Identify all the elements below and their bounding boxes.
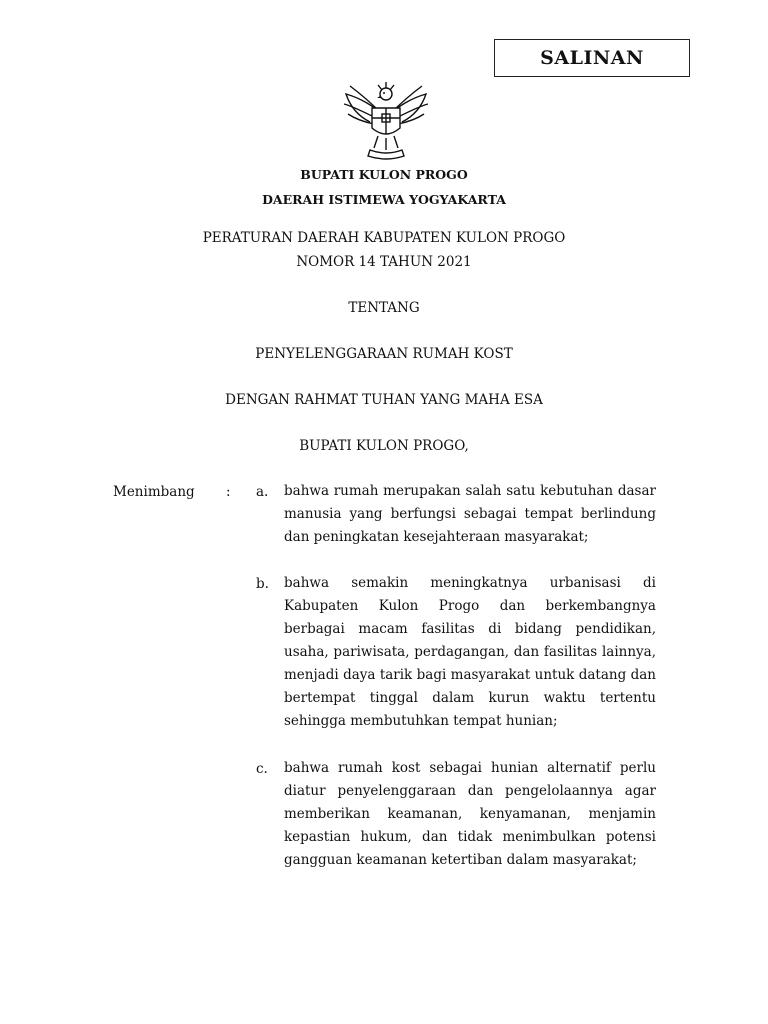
considering-item-letter: b.: [256, 576, 269, 592]
regulation-issuer: BUPATI KULON PROGO,: [299, 438, 469, 454]
considering-label: Menimbang: [113, 484, 195, 500]
garuda-emblem-icon: [340, 76, 432, 164]
considering-item-text: bahwa semakin meningkatnya urbanisasi di Kabupaten Kulon Progo dan berkembangnya berbagai macam fasilitas di bidang pendidikan, usaha, pariwisata, perdagangan, dan fasilitas lainnya, menjadi daya tarik bagi masyarakat untuk datang dan bertempat tinggal dalam kurun waktu tertentu sehingga membutuhkan tempat hunian;: [284, 575, 656, 729]
considering-item-text: bahwa rumah kost sebagai hunian alternatif perlu diatur penyelenggaraan dan pengelolaannya agar memberikan keamanan, kenyamanan, menjamin kepastian hukum, dan tidak menimbulkan potensi gangguan keamanan ketertiban dalam masyarakat;: [284, 760, 656, 868]
considering-colon: :: [226, 484, 231, 500]
header-line-1: BUPATI KULON PROGO: [300, 167, 468, 182]
regulation-blessing: DENGAN RAHMAT TUHAN YANG MAHA ESA: [225, 392, 543, 408]
regulation-about: TENTANG: [348, 300, 420, 316]
regulation-number: NOMOR 14 TAHUN 2021: [296, 254, 472, 270]
header-line-2: DAERAH ISTIMEWA YOGYAKARTA: [262, 192, 506, 207]
regulation-subject: PENYELENGGARAAN RUMAH KOST: [255, 346, 513, 362]
considering-item-letter: a.: [256, 484, 269, 500]
considering-item-letter: c.: [256, 761, 268, 777]
salinan-stamp: SALINAN: [494, 39, 690, 77]
regulation-title: PERATURAN DAERAH KABUPATEN KULON PROGO: [202, 230, 566, 246]
considering-item-text: bahwa rumah merupakan salah satu kebutuhan dasar manusia yang berfungsi sebagai tempat berlindung dan peningkatan kesejahteraan masyarakat;: [284, 483, 656, 545]
